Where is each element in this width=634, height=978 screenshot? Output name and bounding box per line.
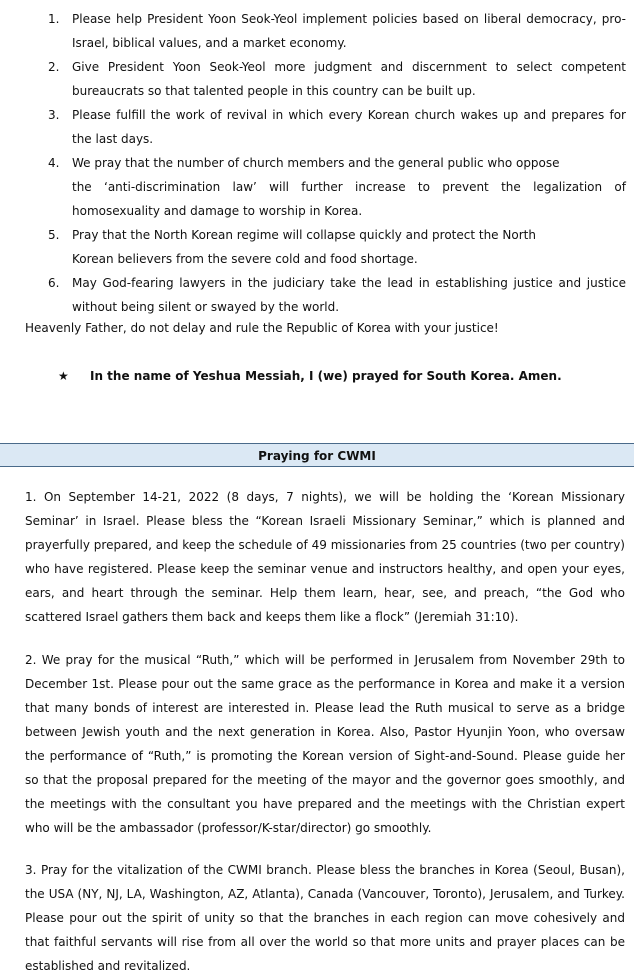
list-item-text-line-1: Pray that the North Korean regime will collapse quickly and protect the North <box>72 228 536 242</box>
list-item-text-line-2: the ‘anti-discrimination law’ will further increase to prevent the legalization of homosexuality and damage to worship in Korea. <box>72 180 626 218</box>
list-item <box>0 7 634 55</box>
paragraph: 1. On September 14-21, 2022 (8 days, 7 nights), we will be holding the ‘Korean Missionary Seminar’ in Israel. Please bless the “Korean Israeli Missionary Seminar,” which is planned and prayerfully prepared, and keep the schedule of 49 missionaries from 25 countries (two per country) who have registered. Please keep the seminar venue and instructors healthy, and open your eyes, ears, and heart through the seminar. Help them learn, hear, see, and preach, “the God who scattered Israel gathers them back and keeps them like a flock” (Jeremiah 31:10). <box>25 490 625 624</box>
list-item-text-line-1: We pray that the number of church members and the general public who oppose <box>72 156 560 170</box>
list-item-text: May God-fearing lawyers in the judiciary take the lead in establishing justice and justice without being silent or swayed by the world. <box>72 276 626 314</box>
list-item <box>0 271 634 319</box>
paragraph: 3. Pray for the vitalization of the CWMI branch. Please bless the branches in Korea (Seoul, Busan), the USA (NY, NJ, LA, Washington, AZ, Atlanta), Canada (Vancouver, Toronto), Jerusalem, and Turkey. Please pour out the spirit of unity so that the branches in each region can move cohesively and that faithful servants will rise from all over the world so that more units and prayer places can be established and revitalized. <box>25 863 625 973</box>
list-item-number: 5. <box>48 228 60 242</box>
list-item <box>0 55 634 103</box>
list-item <box>0 103 634 151</box>
star-icon: ★ <box>58 369 69 383</box>
prayer-list <box>0 7 634 319</box>
list-item-number: 1. <box>48 12 60 26</box>
list-item-text: Please fulfill the work of revival in which every Korean church wakes up and prepares for the last days. <box>72 108 626 146</box>
amen-text: In the name of Yeshua Messiah, I (we) prayed for South Korea. Amen. <box>90 369 562 383</box>
list-item-number: 6. <box>48 276 60 290</box>
list-item-text: Please help President Yoon Seok-Yeol implement policies based on liberal democracy, pro-Israel, biblical values, and a market economy. <box>72 12 626 50</box>
paragraph: 2. We pray for the musical “Ruth,” which will be performed in Jerusalem from November 29th to December 1st. Please pour out the same grace as the performance in Korea and make it a version that many bonds of interest are interested in. Please lead the Ruth musical to serve as a bridge between Jewish youth and the next generation in Korea. Also, Pastor Hyunjin Yoon, who oversaw the performance of “Ruth,” is promoting the Korean version of Sight-and-Sound. Please guide her so that the proposal prepared for the meeting of the mayor and the governor goes smoothly, and the meetings with the consultant you have prepared and the meetings with the Christian expert who will be the ambassador (professor/K-star/director) go smoothly. <box>25 653 625 835</box>
list-item-number: 3. <box>48 108 60 122</box>
list-item-number: 4. <box>48 156 60 170</box>
list-item-text: Give President Yoon Seok-Yeol more judgment and discernment to select competent bureaucrats so that talented people in this country can be built up. <box>72 60 626 98</box>
list-item <box>0 151 634 223</box>
amen-line <box>58 364 562 388</box>
closing-prayer: Heavenly Father, do not delay and rule the Republic of Korea with your justice! <box>25 321 499 335</box>
list-item <box>0 223 634 271</box>
section-title: Praying for CWMI <box>0 443 634 467</box>
list-item-number: 2. <box>48 60 60 74</box>
list-item-text-line-2: Korean believers from the severe cold and food shortage. <box>72 252 418 266</box>
